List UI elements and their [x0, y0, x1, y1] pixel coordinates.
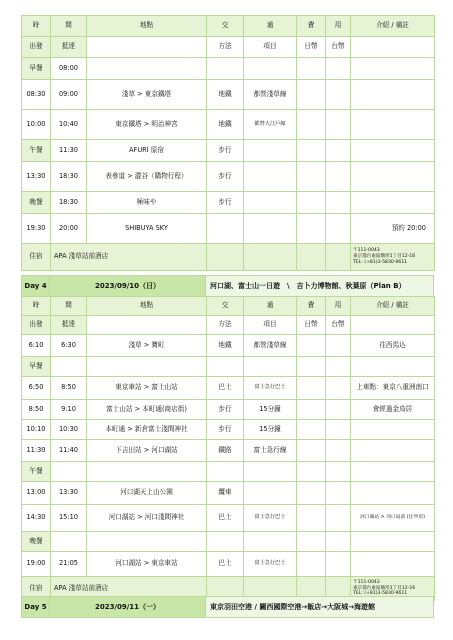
cell-transport-item — [244, 162, 297, 192]
cell-arrive-time: 11:30 — [51, 140, 87, 162]
table-row — [22, 482, 435, 505]
stay-empty-cell — [297, 244, 326, 271]
stay-empty-cell — [326, 244, 351, 271]
subheader-twd: 台幣 — [326, 316, 351, 335]
cell-notes: 河口湖站 > 河口局前 (往甲府) — [351, 505, 435, 532]
table-row — [22, 377, 435, 400]
day5-label: Day 5 — [21, 596, 50, 618]
subheader-method: 方法 — [207, 37, 244, 58]
stay-empty-cell — [244, 244, 297, 271]
cell-arrive-time: 18:30 — [51, 162, 87, 192]
cell-notes — [351, 482, 435, 505]
cell-cost-twd — [326, 58, 351, 80]
cell-transport-method: 地鐵 — [207, 80, 244, 110]
cell-cost-jpy — [297, 335, 326, 357]
subheader-empty — [87, 37, 207, 58]
cell-transport-item: 15分鐘 — [244, 400, 297, 420]
stay-addr2: 東京都台東區駒形1丁目12-16 — [353, 254, 416, 260]
cell-notes — [351, 192, 435, 214]
cell-transport-item: 富士急行巴士 — [244, 552, 297, 577]
cell-cost-twd — [326, 552, 351, 577]
cell-depart-time: 14:30 — [22, 505, 51, 532]
cell-place — [87, 58, 207, 80]
cell-transport-method: 步行 — [207, 140, 244, 162]
cell-depart-time: 11:30 — [22, 440, 51, 462]
table-row — [22, 214, 435, 244]
cell-cost-jpy — [297, 140, 326, 162]
stay-hotel: APA 淺草站前酒店 — [51, 577, 207, 601]
stay-addr3: TEL: (+81)3-5830-9611 — [353, 591, 408, 597]
cell-place — [87, 462, 207, 482]
table-header-row — [22, 16, 435, 37]
table-header-row — [22, 297, 435, 316]
cell-cost-jpy — [297, 532, 326, 552]
cell-arrive-time: 10:30 — [51, 420, 87, 440]
table-row — [22, 80, 435, 110]
day5-banner — [21, 596, 434, 618]
table-row — [22, 162, 435, 192]
cell-cost-jpy — [297, 462, 326, 482]
cell-transport-method: 鐵路 — [207, 440, 244, 462]
cell-cost-twd — [326, 440, 351, 462]
cell-arrive-time: 6:30 — [51, 335, 87, 357]
cell-arrive-time: 15:10 — [51, 505, 87, 532]
stay-empty-cell — [207, 244, 244, 271]
cell-notes — [351, 532, 435, 552]
cell-arrive-time: 8:50 — [51, 377, 87, 400]
cell-place: 東京車站 > 富士山站 — [87, 377, 207, 400]
cell-transport-item: 富士急行巴士 — [244, 505, 297, 532]
stay-label: 住宿 — [22, 577, 51, 601]
cell-cost-twd — [326, 420, 351, 440]
cell-notes — [351, 80, 435, 110]
stay-row — [22, 244, 435, 271]
day4-date: 2023/09/10（日） — [50, 275, 206, 297]
subheader-depart: 出發 — [22, 37, 51, 58]
cell-transport-item — [244, 532, 297, 552]
cell-place: 本町通 > 新倉富士淺間神社 — [87, 420, 207, 440]
table-row — [22, 505, 435, 532]
stay-addr2: 東京都台東區駒形1丁目12-16 — [353, 585, 416, 591]
cell-transport-method: 纜車 — [207, 482, 244, 505]
cell-place: 表參道 > 澀谷（購物行程） — [87, 162, 207, 192]
cell-depart-time: 晚餐 — [22, 532, 51, 552]
cell-cost-twd — [326, 192, 351, 214]
subheader-depart: 出發 — [22, 316, 51, 335]
cell-transport-method — [207, 357, 244, 377]
cell-arrive-time — [51, 357, 87, 377]
stay-hotel: APA 淺草站前酒店 — [51, 244, 207, 271]
cell-cost-jpy — [297, 482, 326, 505]
cell-cost-twd — [326, 335, 351, 357]
header-place: 地點 — [87, 297, 207, 316]
cell-arrive-time: 10:40 — [51, 110, 87, 140]
cell-transport-item: 都營淺草線 — [244, 335, 297, 357]
cell-depart-time: 6:50 — [22, 377, 51, 400]
cell-transport-method — [207, 532, 244, 552]
cell-cost-twd — [326, 482, 351, 505]
header-transport-1: 交 — [207, 297, 244, 316]
cell-transport-method: 步行 — [207, 420, 244, 440]
cell-cost-jpy — [297, 58, 326, 80]
table-row — [22, 400, 435, 420]
cell-place: 富士山站 > 本町通(商店街) — [87, 400, 207, 420]
header-notes: 介紹 / 備註 — [351, 297, 435, 316]
cell-transport-method — [207, 58, 244, 80]
header-time-2: 間 — [51, 297, 87, 316]
table-subheader-row — [22, 37, 435, 58]
cell-transport-item: 富士急行巴士 — [244, 377, 297, 400]
subheader-empty-notes — [351, 37, 435, 58]
cell-notes — [351, 357, 435, 377]
cell-transport-item: 15分鐘 — [244, 420, 297, 440]
cell-transport-method: 步行 — [207, 400, 244, 420]
cell-cost-twd — [326, 532, 351, 552]
cell-cost-jpy — [297, 400, 326, 420]
cell-transport-item — [244, 482, 297, 505]
cell-cost-twd — [326, 110, 351, 140]
stay-address — [351, 244, 435, 271]
cell-transport-item: 都營淺草線 — [244, 80, 297, 110]
cell-transport-item — [244, 192, 297, 214]
header-notes: 介紹 / 備註 — [351, 16, 435, 37]
cell-place: 東京鐵塔 > 明治神宮 — [87, 110, 207, 140]
cell-cost-jpy — [297, 162, 326, 192]
cell-arrive-time: 08:00 — [51, 58, 87, 80]
cell-cost-jpy — [297, 505, 326, 532]
header-cost-1: 費 — [297, 297, 326, 316]
cell-cost-twd — [326, 80, 351, 110]
cell-arrive-time — [51, 462, 87, 482]
header-transport-2: 通 — [244, 297, 297, 316]
cell-cost-twd — [326, 162, 351, 192]
subheader-empty — [87, 316, 207, 335]
cell-notes — [351, 162, 435, 192]
subheader-jpy: 日幣 — [297, 37, 326, 58]
cell-cost-jpy — [297, 192, 326, 214]
cell-cost-jpy — [297, 357, 326, 377]
day4-schedule-table — [21, 296, 435, 601]
header-cost-2: 用 — [326, 297, 351, 316]
stay-addr1: 〒111-0043 — [353, 248, 380, 254]
cell-depart-time: 10:00 — [22, 110, 51, 140]
cell-transport-item: 富士急行線 — [244, 440, 297, 462]
table-row — [22, 58, 435, 80]
cell-cost-twd — [326, 357, 351, 377]
subheader-item: 項目 — [244, 37, 297, 58]
cell-cost-jpy — [297, 377, 326, 400]
cell-transport-item — [244, 214, 297, 244]
cell-arrive-time: 20:00 — [51, 214, 87, 244]
header-transport-2: 通 — [244, 16, 297, 37]
cell-transport-method: 巴士 — [207, 552, 244, 577]
table-row — [22, 192, 435, 214]
table-row — [22, 335, 435, 357]
cell-depart-time: 晚餐 — [22, 192, 51, 214]
cell-cost-twd — [326, 400, 351, 420]
header-transport-1: 交 — [207, 16, 244, 37]
cell-notes: 上車點：東京八重洲南口 — [351, 377, 435, 400]
table-row — [22, 357, 435, 377]
cell-depart-time: 午餐 — [22, 462, 51, 482]
table-row — [22, 532, 435, 552]
cell-place: 下吉田站 > 河口湖站 — [87, 440, 207, 462]
subheader-item: 項目 — [244, 316, 297, 335]
cell-notes — [351, 140, 435, 162]
table-row — [22, 462, 435, 482]
stay-label: 住宿 — [22, 244, 51, 271]
table-row — [22, 440, 435, 462]
subheader-empty-notes — [351, 316, 435, 335]
cell-cost-twd — [326, 140, 351, 162]
cell-arrive-time: 09:00 — [51, 80, 87, 110]
cell-transport-method: 步行 — [207, 162, 244, 192]
cell-depart-time: 6:10 — [22, 335, 51, 357]
cell-cost-twd — [326, 377, 351, 400]
cell-notes — [351, 462, 435, 482]
cell-transport-item: 都營大江戶線 — [244, 110, 297, 140]
cell-transport-method: 巴士 — [207, 505, 244, 532]
cell-transport-method: 地鐵 — [207, 110, 244, 140]
table-subheader-row — [22, 316, 435, 335]
cell-depart-time: 10:10 — [22, 420, 51, 440]
header-time-1: 時 — [22, 297, 51, 316]
cell-place: 極味や — [87, 192, 207, 214]
cell-notes — [351, 420, 435, 440]
cell-place: 河口湖站 > 東京車站 — [87, 552, 207, 577]
table-row — [22, 140, 435, 162]
cell-place: 淺草 > 東京鐵塔 — [87, 80, 207, 110]
cell-arrive-time: 11:40 — [51, 440, 87, 462]
cell-depart-time: 13:30 — [22, 162, 51, 192]
table-row — [22, 420, 435, 440]
cell-notes: 往西馬込 — [351, 335, 435, 357]
cell-cost-jpy — [297, 440, 326, 462]
cell-transport-item — [244, 58, 297, 80]
subheader-twd: 台幣 — [326, 37, 351, 58]
cell-depart-time: 午餐 — [22, 140, 51, 162]
cell-notes: 預約 20:00 — [351, 214, 435, 244]
header-cost-2: 用 — [326, 16, 351, 37]
cell-notes — [351, 110, 435, 140]
cell-cost-jpy — [297, 80, 326, 110]
cell-place — [87, 532, 207, 552]
cell-place: 河口湖站 > 河口淺間神社 — [87, 505, 207, 532]
day4-banner — [21, 275, 434, 297]
cell-cost-twd — [326, 505, 351, 532]
cell-notes — [351, 552, 435, 577]
subheader-arrive: 抵達 — [51, 37, 87, 58]
header-time-1: 時 — [22, 16, 51, 37]
day5-title: 東京羽田空港 / 關西國際空港→飯店→大阪城→海遊館 — [206, 596, 434, 618]
cell-arrive-time: 9:10 — [51, 400, 87, 420]
day3-schedule-table — [21, 15, 435, 271]
cell-depart-time: 13:00 — [22, 482, 51, 505]
cell-transport-method: 步行 — [207, 192, 244, 214]
cell-arrive-time: 13:30 — [51, 482, 87, 505]
stay-addr3: TEL: (+81)3-5830-9611 — [353, 259, 408, 265]
subheader-method: 方法 — [207, 316, 244, 335]
cell-depart-time: 早餐 — [22, 357, 51, 377]
table-row — [22, 110, 435, 140]
cell-arrive-time: 21:05 — [51, 552, 87, 577]
cell-transport-item — [244, 462, 297, 482]
cell-cost-jpy — [297, 420, 326, 440]
cell-place: SHIBUYA SKY — [87, 214, 207, 244]
cell-depart-time: 早餐 — [22, 58, 51, 80]
cell-notes — [351, 58, 435, 80]
header-time-2: 間 — [51, 16, 87, 37]
cell-cost-jpy — [297, 214, 326, 244]
cell-place: AFURI 原宿 — [87, 140, 207, 162]
subheader-jpy: 日幣 — [297, 316, 326, 335]
cell-cost-twd — [326, 462, 351, 482]
cell-arrive-time — [51, 532, 87, 552]
cell-cost-twd — [326, 214, 351, 244]
cell-depart-time: 8:50 — [22, 400, 51, 420]
cell-cost-jpy — [297, 110, 326, 140]
subheader-arrive: 抵達 — [51, 316, 87, 335]
cell-arrive-time: 18:30 — [51, 192, 87, 214]
cell-depart-time: 19:00 — [22, 552, 51, 577]
table-row — [22, 552, 435, 577]
header-cost-1: 費 — [297, 16, 326, 37]
cell-transport-method — [207, 462, 244, 482]
cell-transport-method: 地鐵 — [207, 335, 244, 357]
cell-transport-item — [244, 140, 297, 162]
cell-depart-time: 08:30 — [22, 80, 51, 110]
day4-label: Day 4 — [21, 275, 50, 297]
cell-notes — [351, 440, 435, 462]
day5-date: 2023/09/11（一） — [50, 596, 206, 618]
day4-title: 河口湖、富士山一日遊 \ 吉卜力博物館、秋葉原（Plan B） — [206, 275, 434, 297]
header-place: 地點 — [87, 16, 207, 37]
cell-place — [87, 357, 207, 377]
cell-place: 淺草 > 寶町 — [87, 335, 207, 357]
cell-depart-time: 19:30 — [22, 214, 51, 244]
cell-transport-method: 巴士 — [207, 377, 244, 400]
stay-addr1: 〒111-0043 — [353, 579, 380, 585]
cell-transport-method — [207, 214, 244, 244]
cell-cost-jpy — [297, 552, 326, 577]
cell-notes: 會經過金鳥居 — [351, 400, 435, 420]
cell-transport-item — [244, 357, 297, 377]
cell-place: 河口湖天上山公園 — [87, 482, 207, 505]
